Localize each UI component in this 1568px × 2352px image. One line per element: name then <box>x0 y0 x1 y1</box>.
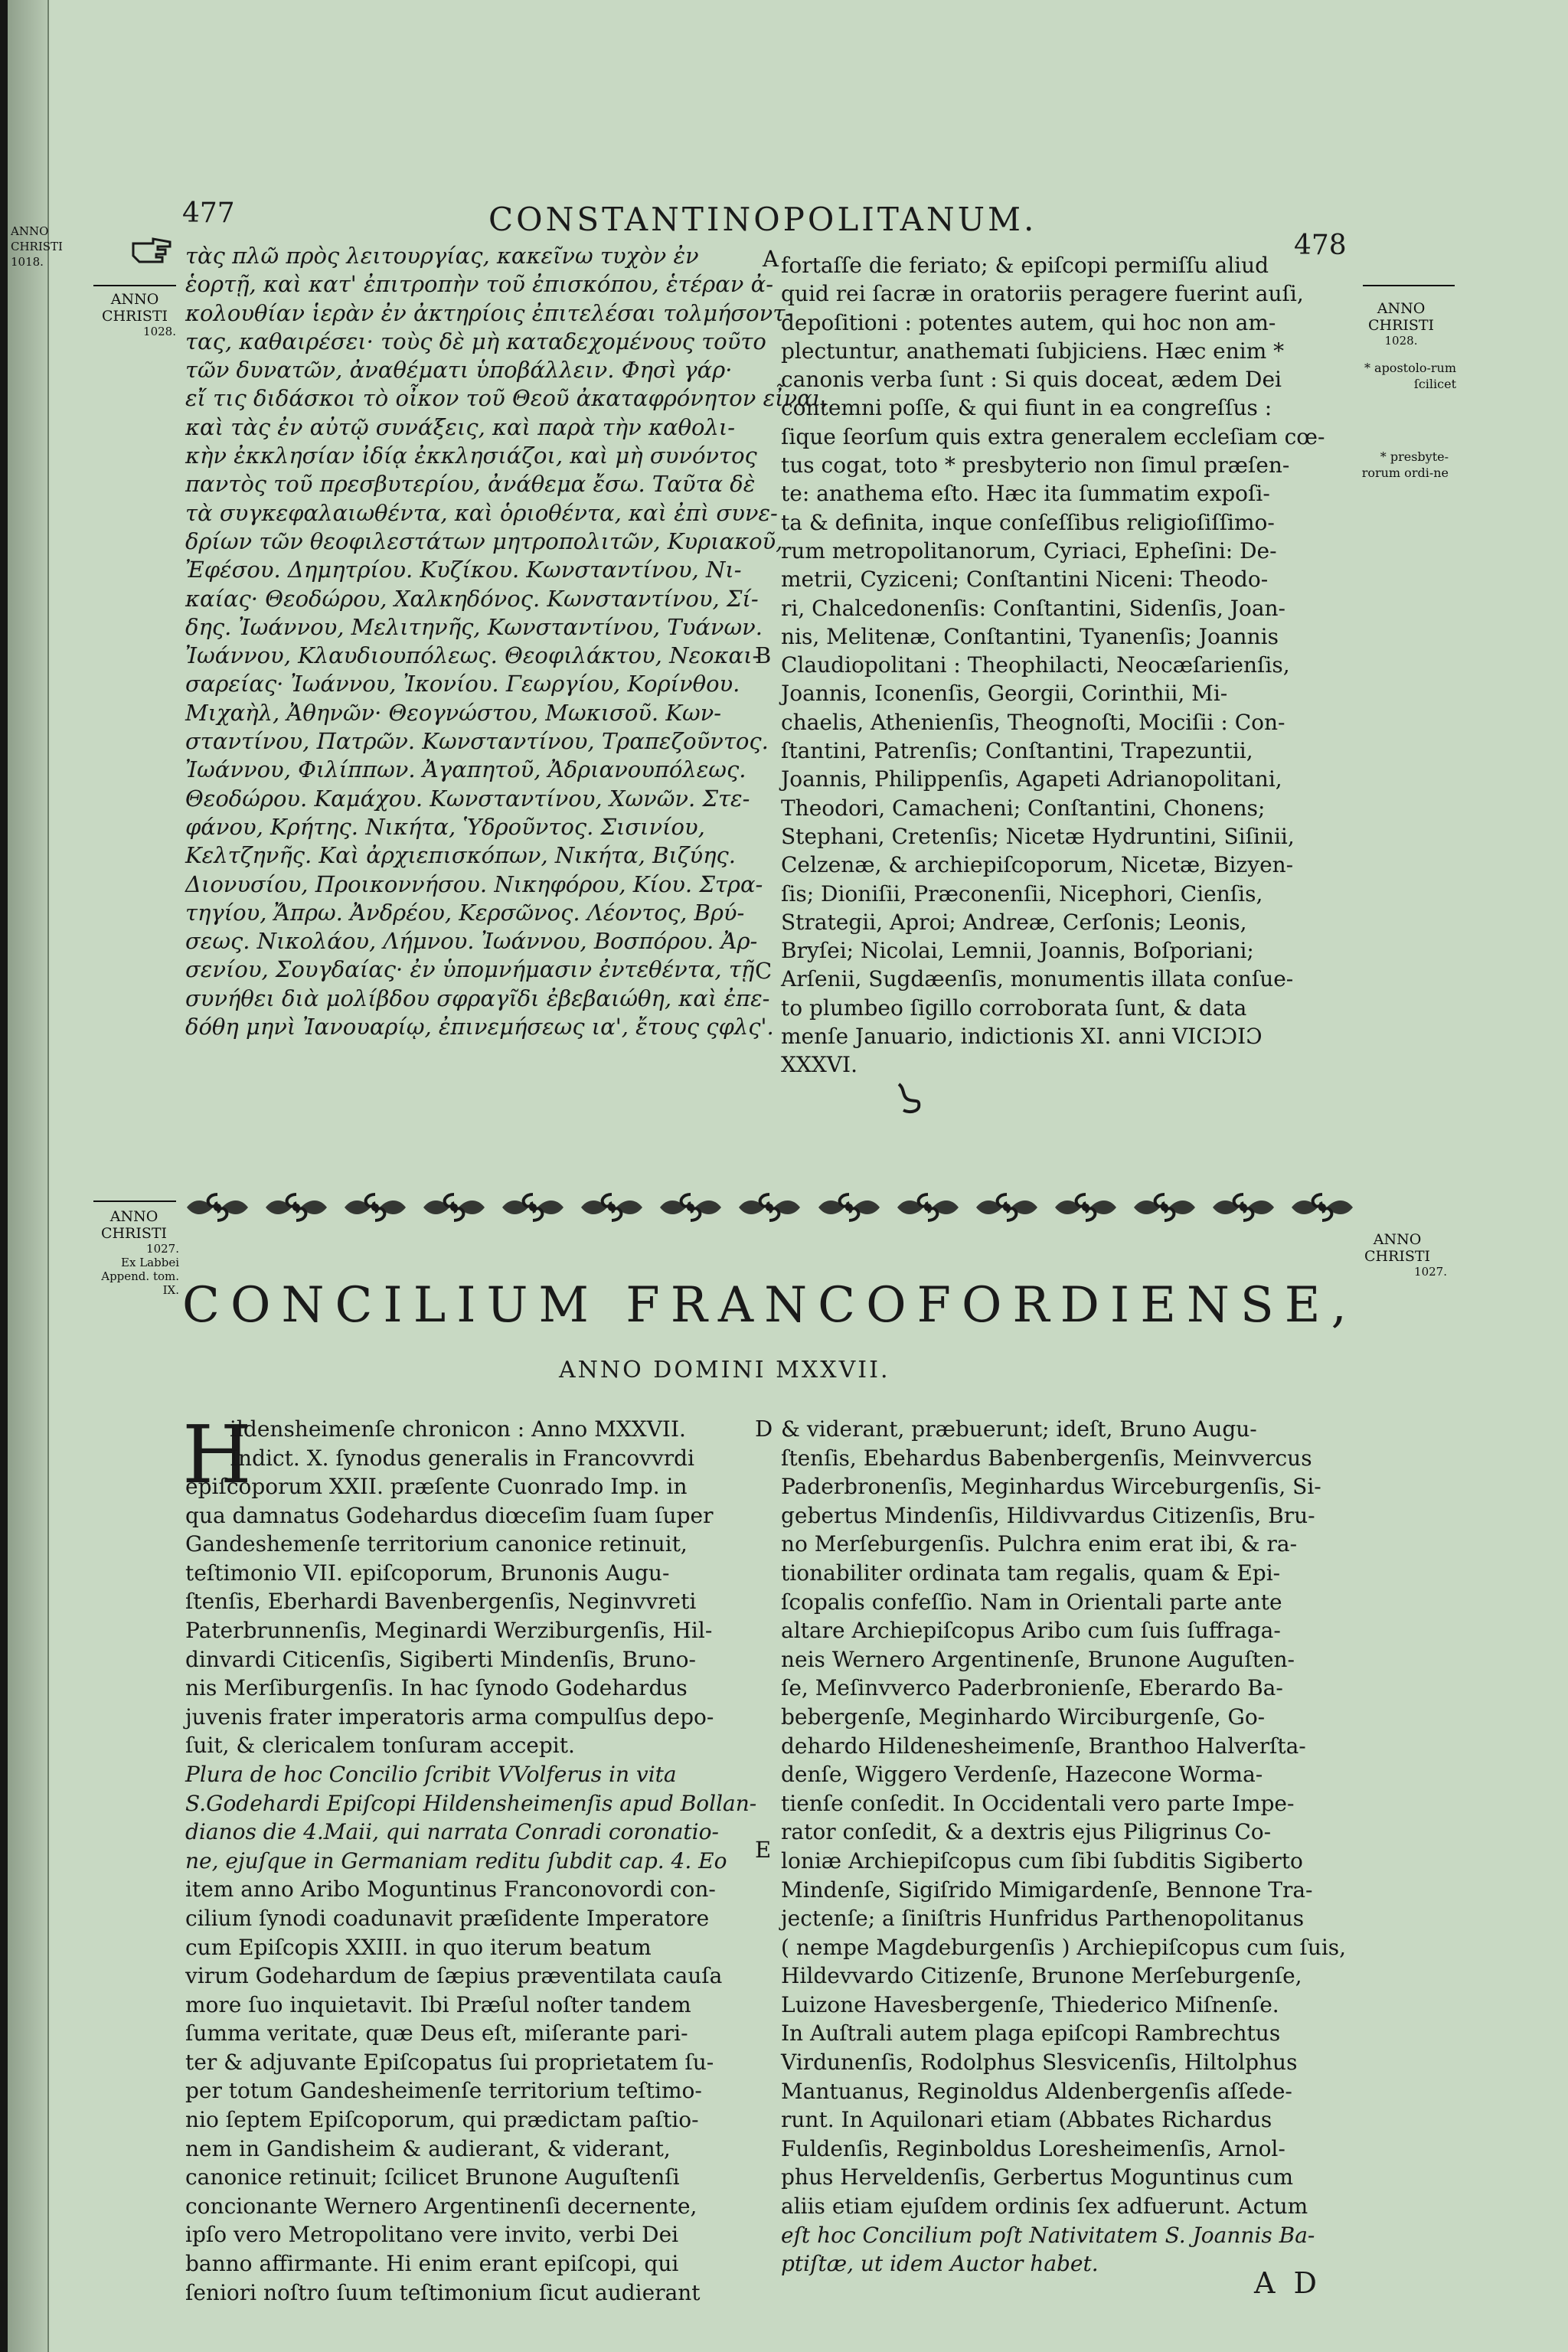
page-number-right: 478 <box>1294 230 1347 261</box>
ornament-band <box>182 1188 1357 1227</box>
fleuron-ornament-icon <box>340 1190 410 1225</box>
margin-rule-top-right <box>1363 285 1455 286</box>
section-letter-d: D <box>755 1416 773 1442</box>
latin-column-right: & viderant, præbuerunt; ideſt, Bruno Augu- ſtenſis, Ebehardus Babenbergenſis, Meinvvercus Paderbronenſis, Meginhardus Wirceburgenſis, Si- gebertus Mindenſis, Hildivvardus Citizenſis, Bru- no Merſeburgenſis. Pulchra enim erat ibi, & ra- tionabiliter ordinata tam regalis, quam & Epi- ſcopalis confeſſio. Nam in Orientali parte ante altare Archiepiſcopus Aribo cum ſuis ſuffraga- neis Wernero Argentinenſe, Brunone Auguſten- ſe, Meſinvverco Paderbronienſe, Eberardo Ba- bebergenſe, Meginhardo Wirciburgenſe, Go- dehardo Hildenesheimenſe, Branthoo Halverſta- denſe, Wiggero Verdenſe, Hazecone Worma- tienſe conſedit. In Occidentali vero parte Impe- rator conſedit, & a dextris ejus Piligrinus Co- loniæ Archiepiſcopus cum ſibi ſubditis Sigiberto Mindenſe, Sigiſrido Mimigardenſe, Bennone Tra- jectenſe; a ſiniſtris Hunfridus Parthenopolitanus ( nempe Magdeburgenſis ) Archiepiſcopus cum ſuis, Hildevvardo Citizenſe, Brunone Merſeburgenſe, Luizone Havesbergenſe, Thiederico Miſnenſe. In Auſtrali autem plaga epiſcopi Rambrechtus Virdunenſis, Rodolphus Slesvicenſis, Hiltolphus Mantuanus, Reginoldus Aldenbergenſis aſſede- runt. In Aquilonari etiam (Abbates Richardus Fuldenſis, Reginboldus Loresheimenſis, Arnol- phus Herveldenſis, Gerbertus Moguntinus cum aliis etiam ejuſdem ordinis ſex adfuerunt. Actum eſt hoc Concilium poſt Nativitatem S. Joannis Ba- ptiſtæ, ut idem Auctor habet. <box>781 1416 1347 2277</box>
fleuron-ornament-icon <box>261 1190 332 1225</box>
section-letter-c: C <box>755 958 773 984</box>
section-letter-b: B <box>755 642 772 668</box>
catchword: A D <box>1254 2266 1321 2300</box>
greek-column: τὰς πλῶ πρὸς λειτουργίας, κακεῖνω τυχὸν ἐν ἑορτῇ, καὶ κατ' ἐπιτροπὴν τοῦ ἐπισκόπου, ἑτέραν ἀ- κολουθίαν ἱερὰν ἐν ἀκτηρίοις ἐπιτελέσαι τολμήσοντ- τας, καθαιρέσει· τοὺς δὲ μὴ καταδεχομένους τοῦτο τῶν δυνατῶν, ἀναθέματι ὑποβάλλειν. Φησὶ γάρ· εἴ τις διδάσκοι τὸ οἶκον τοῦ Θεοῦ ἀκαταφρόνητον εἶναι, καὶ τὰς ἐν αὐτῷ συνάξεις, καὶ παρὰ τὴν καθολι- κὴν ἐκκλησίαν ἰδίᾳ ἐκκλησιάζοι, καὶ μὴ συνόντος παντὸς τοῦ πρεσβυτερίου, ἀνάθεμα ἔσω. Ταῦτα δὲ τὰ συγκεφαλαιωθέντα, καὶ ὁριοθέντα, καὶ ἐπὶ συνε- δρίων τῶν θεοφιλεστάτων μητροπολιτῶν, Κυριακοῦ, Ἐφέσου. Δημητρίου. Κυζίκου. Κωνσταντίνου, Νι- καίας· Θεοδώρου, Χαλκηδόνος. Κωνσταντίνου, Σί- δης. Ἰωάννου, Μελιτηνῆς, Κωνσταντίνου, Τυάνων. Ἰωάννου, Κλαυδιουπόλεως. Θεοφιλάκτου, Νεοκαι- σαρείας· Ἰωάννου, Ἰκονίου. Γεωργίου, Κορίνθου. Μιχαὴλ, Ἀθηνῶν· Θεογνώστου, Μωκισοῦ. Κων- σταντίνου, Πατρῶν. Κωνσταντίνου, Τραπεζοῦντος. Ἰωάννου, Φιλίππων. Ἀγαπητοῦ, Ἀδριανουπόλεως. Θεοδώρου. Καμάχου. Κωνσταντίνου, Χωνῶν. Στε- φάνου, Κρήτης. Νικήτα, Ὑδροῦντος. Σισινίου, Κελτζηνῆς. Καὶ ἀρχιεπισκόπων, Νικήτα, Βιζύης. Διονυσίου, Προικοννήσου. Νικηφόρου, Κίου. Στρα- τηγίου, Ἄπρω. Ἀνδρέου, Κερσῶνος. Λέοντος, Βρύ- σεως. Νικολάου, Λήμνου. Ἰωάννου, Βοσπόρου. Ἀρ- σενίου, Σουγδαίας· ἐν ὑπομνήμασιν ἐντεθέντα, τῇ συνήθει διὰ μολίβδου σφραγῖδι ἐβεβαιώθη, καὶ ἐπε- δόθη μηνὶ Ἰανουαρίῳ, ἐπινεμήσεως ια', ἔτους ςφλς'. <box>185 243 828 1040</box>
prev-page-margin-note <box>11 224 63 270</box>
fleuron-ornament-icon <box>655 1190 726 1225</box>
margin-note-apostolorum: * apostolo-rum ſcilicet <box>1364 361 1456 391</box>
running-title: CONSTANTINOPOLITANUM. <box>488 201 1037 238</box>
section-subtitle: ANNO DOMINI MXXVII. <box>559 1357 890 1383</box>
drop-cap: H <box>182 1408 252 1501</box>
margin-rule-mid-left <box>93 1200 176 1202</box>
page-gutter <box>8 0 63 2352</box>
fleuron-ornament-icon <box>1050 1190 1121 1225</box>
hand-flourish-icon <box>894 1081 925 1115</box>
pointing-hand-icon <box>130 234 173 265</box>
margin-note-presbyterorum: * presbyte-rorum ordi-ne <box>1361 449 1449 480</box>
page-number-left: 477 <box>182 198 235 229</box>
fleuron-ornament-icon <box>498 1190 568 1225</box>
book-page <box>8 0 1568 2352</box>
section-letter-e: E <box>755 1837 772 1863</box>
gutter-anno: ANNO <box>11 224 49 238</box>
fleuron-ornament-icon <box>577 1190 647 1225</box>
margin-rule-top-left <box>93 285 176 286</box>
margin-anno-top-left: ANNO CHRISTI 1028. <box>101 291 176 338</box>
fleuron-ornament-icon <box>814 1190 884 1225</box>
fleuron-ornament-icon <box>1208 1190 1279 1225</box>
latin-column-left-first: ildensheimenſe chronicon : Anno MXXVII. Indict. X. ſynodus generalis in Francovvrdi <box>230 1416 694 1471</box>
margin-anno-mid-left: ANNO CHRISTI 1027. Ex Labbei Append. tom. IX. <box>100 1208 179 1297</box>
section-letter-a: A <box>763 246 779 272</box>
latin-column-left: epiſcoporum XXII. præſente Cuonrado Imp. in qua damnatus Godehardus diœceſim ſuam ſuper Gandeshemenſe territorium canonice retinuit, teſtimonio VII. epiſcoporum, Brunonis Augu- ſtenſis, Eberhardi Bavenbergenſis, Neginvvreti Paterbrunnenſis, Meginardi Werziburgenſis, Hil- dinvardi Citicenſis, Sigiberti Mindenſis, Bruno- nis Merſiburgenſis. In hac ſynodo Godehardus juvenis frater imperatoris arma compulſus depo- ſuit, & clericalem tonſuram accepit. Plura de hoc Concilio ſcribit VVolferus in vita S.Godehardi Epiſcopi Hildensheimenſis apud Bollan- dianos die 4.Maii, qui narrata Conradi coronatio- ne, ejuſque in Germaniam reditu ſubdit cap. 4. Eo item anno Aribo Moguntinus Franconovordi con- cilium ſynodi coadunavit præſidente Imperatore cum Epiſcopis XXIII. in quo iterum beatum virum Godehardum de ſæpius præventilata cauſa more ſuo inquietavit. Ibi Præſul noſter tandem ſumma veritate, quæ Deus eſt, miſerante pari- ter & adjuvante Epiſcopatus ſui proprietatem ſu- per totum Gandesheimenſe territorium teſtimo- nio ſeptem Epiſcoporum, qui prædictam paſtio- nem in Gandisheim & audierant, & viderant, canonice retinuit; ſcilicet Brunone Auguſtenſi concionante Wernero Argentinenſi decernente, ipſo vero Metropolitano vere invito, verbi Dei banno affirmante. Hi enim erant epiſcopi, qui ſeniori noſtro ſuum teſtimonium ſicut audierant <box>185 1474 757 2305</box>
fleuron-ornament-icon <box>182 1190 253 1225</box>
fleuron-ornament-icon <box>893 1190 963 1225</box>
margin-anno-mid-right: ANNO CHRISTI 1027. <box>1364 1231 1447 1279</box>
fleuron-ornament-icon <box>972 1190 1042 1225</box>
margin-anno-top-right: ANNO CHRISTI 1028. <box>1367 300 1435 348</box>
fleuron-ornament-icon <box>1129 1190 1200 1225</box>
gutter-christi: CHRISTI <box>11 240 63 253</box>
fleuron-ornament-icon <box>1287 1190 1357 1225</box>
fleuron-ornament-icon <box>734 1190 805 1225</box>
latin-column-top: fortaſſe die feriato; & epiſcopi permiſſu aliud quid rei ſacræ in oratoriis peragere fuerint auſi, depoſitioni : potentes autem, qui hoc non am- plectuntur, anathemati ſubjiciens. Hæc enim * canonis verba ſunt : Si quis doceat, ædem Dei contemni poſſe, & qui fiunt in ea congreſſus : ſique ſeorſum quis extra generalem eccleſiam cœ- tus cogat, toto * presbyterio non ſimul præſen- te: anathema eſto. Hæc ita ſummatim expoſi- ta & definita, inque conſeſſibus religioſiſſimo- rum metropolitanorum, Cyriaci, Epheſini: De- metrii, Cyziceni; Conſtantini Niceni: Theodo- ri, Chalcedonenſis: Conſtantini, Sidenſis, Joan- nis, Melitenæ, Conſtantini, Tyanenſis; Joannis Claudiopolitani : Theophilacti, Neocæſarienſis, Joannis, Iconenſis, Georgii, Corinthii, Mi- chaelis, Athenienſis, Theognoſti, Mociſii : Con- ſtantini, Patrenſis; Conſtantini, Trapezuntii, Joannis, Philippenſis, Agapeti Adrianopolitani, Theodori, Camacheni; Conſtantini, Chonens; Stephani, Cretenſis; Nicetæ Hydruntini, Siſinii, Celzenæ, & archiepiſcoporum, Nicetæ, Bizyen- ſis; Dioniſii, Præconenſii, Nicephori, Cienſis, Strategii, Aproi; Andreæ, Cerſonis; Leonis, Bryſei; Nicolai, Lemnii, Joannis, Boſporiani; Arſenii, Sugdæenſis, monumentis illata conſue- to plumbeo ſigillo corroborata ſunt, & data menſe Januario, indictionis XI. anni VICIƆIƆ XXXVI. <box>781 253 1325 1078</box>
section-title: CONCILIUM FRANCOFORDIENSE, <box>182 1277 1357 1334</box>
fleuron-ornament-icon <box>419 1190 489 1225</box>
gutter-year: 1018. <box>11 255 44 269</box>
